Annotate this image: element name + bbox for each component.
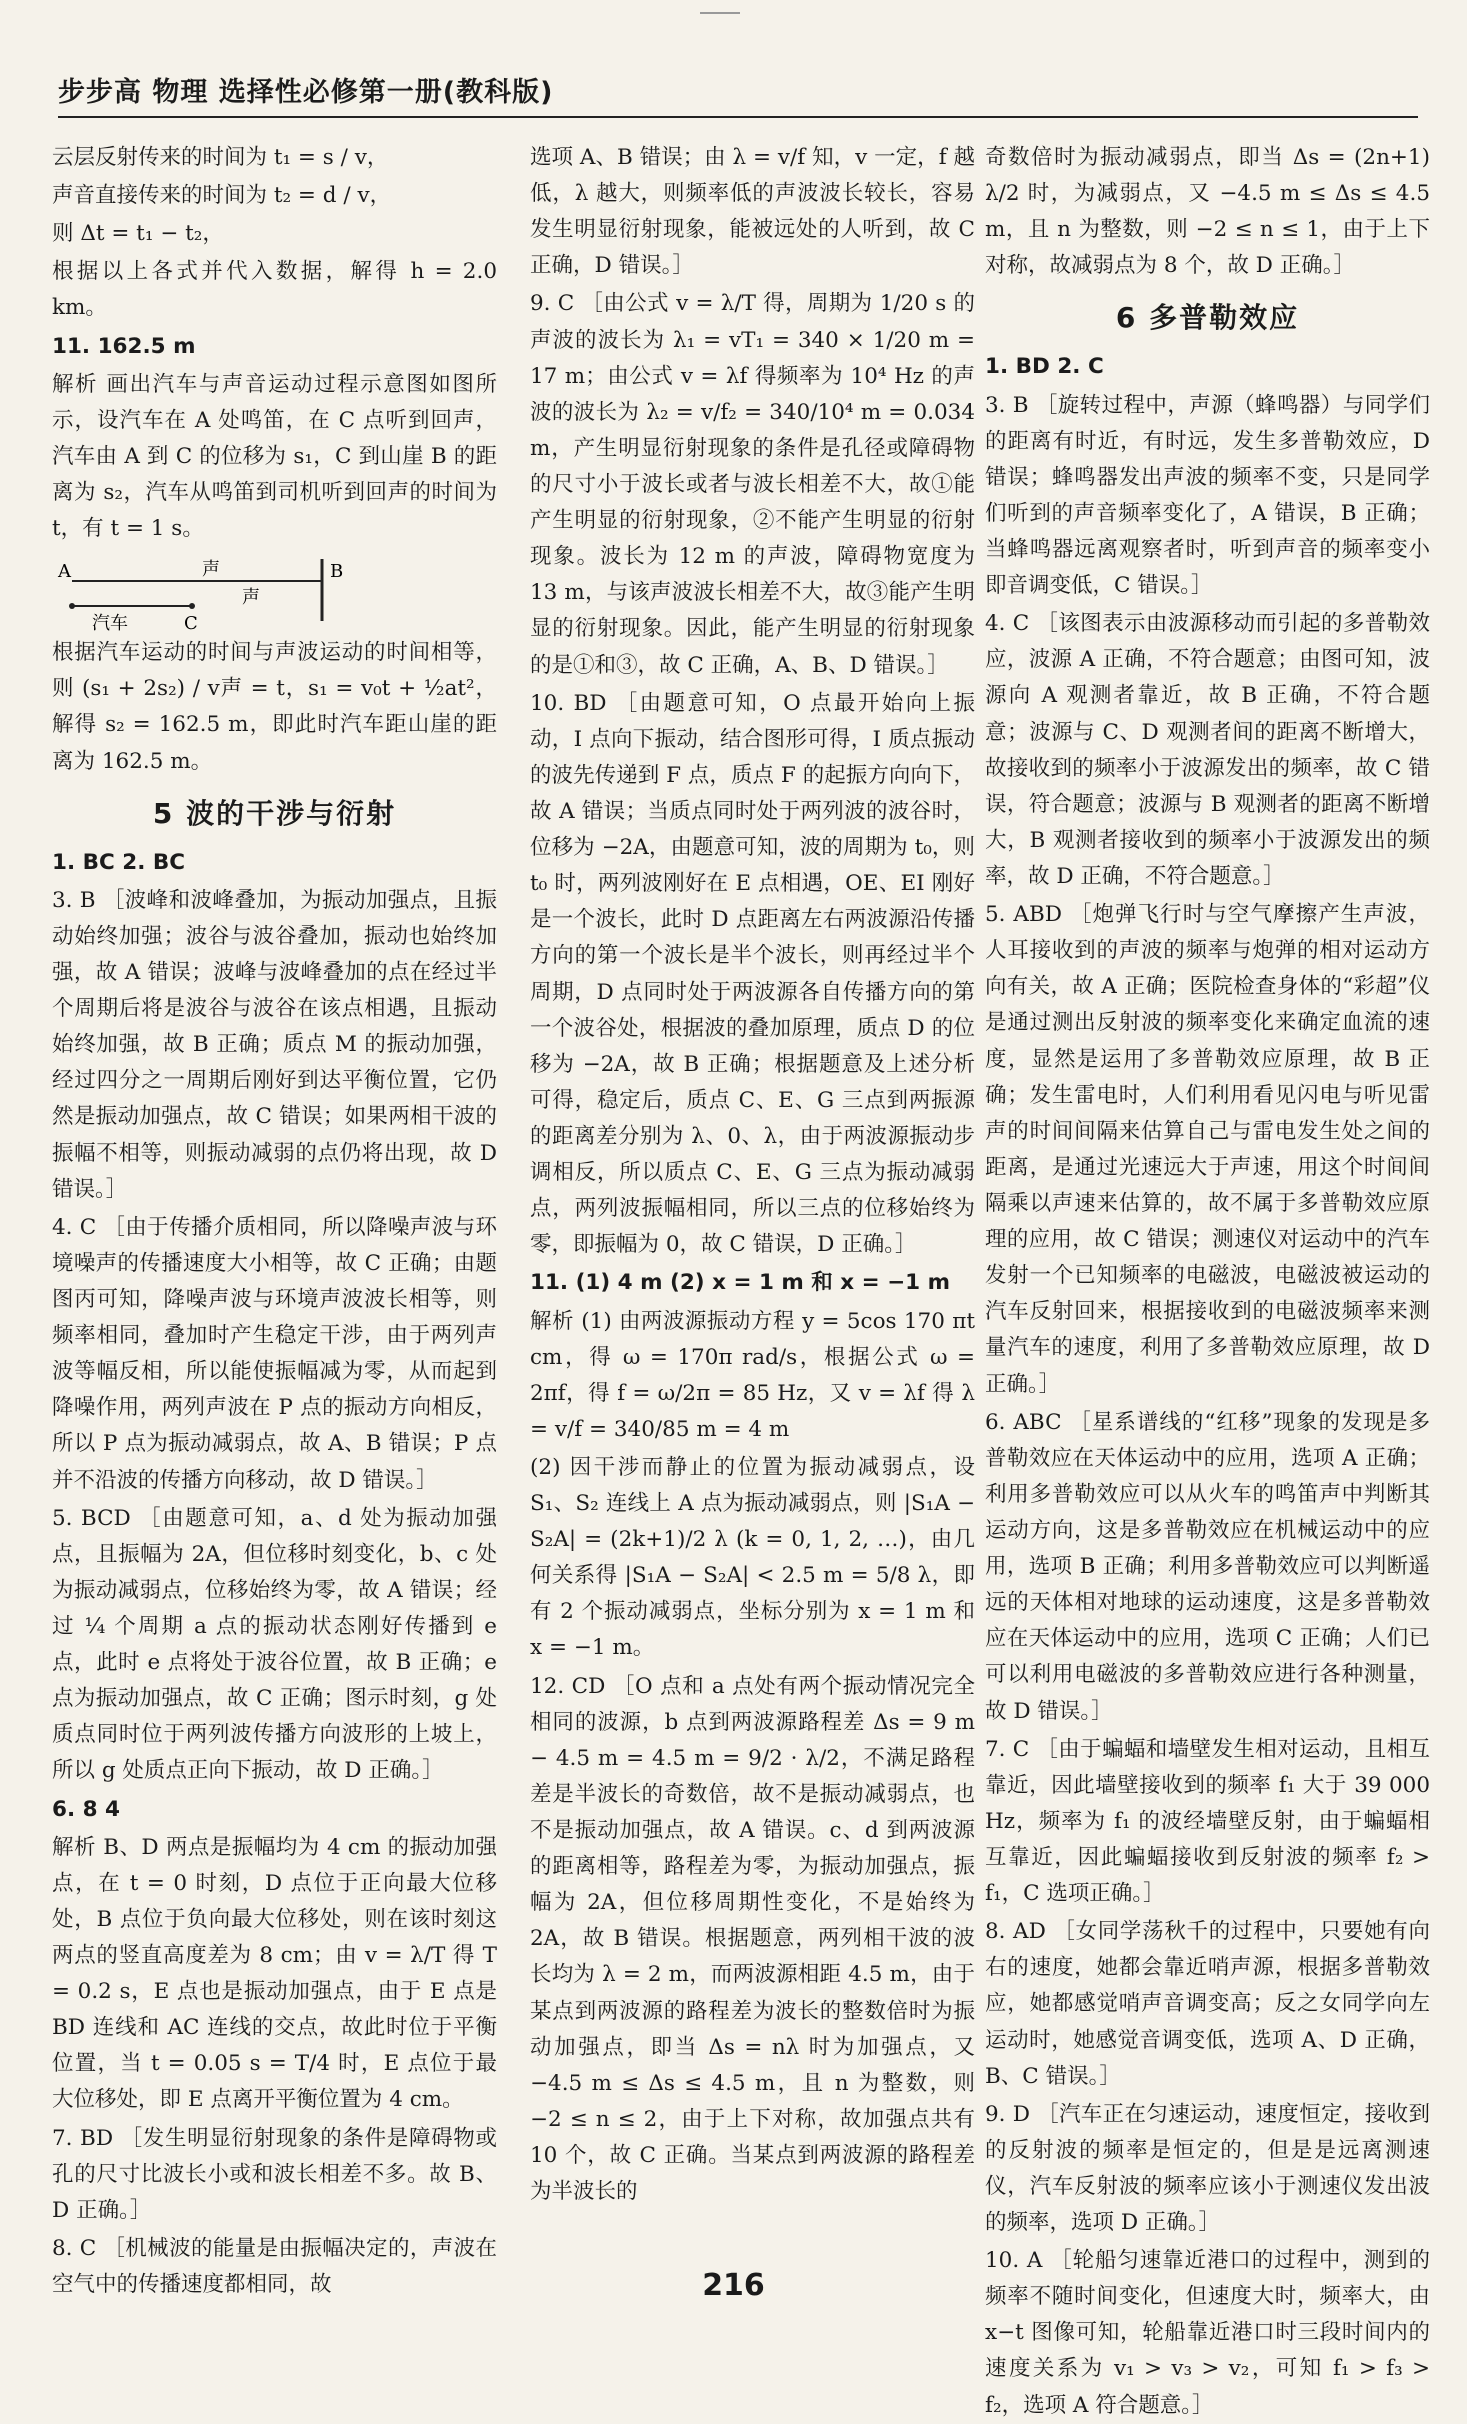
explanation-text: 8. C ［机械波的能量是由振幅决定的，声波在空气中的传播速度都相同，故 <box>52 2235 497 2297</box>
explanation-text: 5. BCD ［由题意可知，a、d 处为振动加强点，且振幅为 2A，但位移时刻变化，b、c 处为振动减弱点，位移始终为零，故 A 错误；经过 ¼ 个周期 a 点的振动状态刚好传播到 e 点，此时 e 点将处于波谷位置，故 B 正确；e 点为振动加强点，故 C 正确；图示时刻，g 处质点同时位于两列波传播方向波形的上坡上，所以 g 处质点正向下振动，故 D 正确。］ <box>52 1505 497 1784</box>
section-heading: 6 多普勒效应 <box>1115 301 1300 335</box>
explanation-text: 解析 B、D 两点是振幅均为 4 cm 的振动加强点，在 t = 0 时刻，D 点位于正向最大位移处，B 点位于负向最大位移处，则在该时刻这两点的竖直高度差为 8 cm；由 v = λ/T 得 T = 0.2 s，E 点也是振动加强点，由于 E 点是 BD 连线和 AC 连线的交点，故此时位于平衡位置，当 t = 0.05 s = T/4 时，E 点位于最大位移处，即 E 点离开平衡位置为 4 cm。 <box>52 1834 497 2113</box>
explanation-text: (2) 因干涉而静止的位置为振动减弱点，设 S₁、S₂ 连线上 A 点为振动减弱点，则 |S₁A − S₂A| = (2k+1)/2 λ (k = 0, 1, 2, …)，由几何关系得 |S₁A − S₂A| < 2.5 m = 5/8 λ，即有 2 个振动减弱点，坐标分别为 x = 1 m 和 x = −1 m。 <box>530 1454 975 1661</box>
answer-line: 11. 162.5 m <box>52 333 196 359</box>
explanation-text: 12. CD ［O 点和 a 点处有两个振动情况完全相同的波源，b 点到两波源路程差 Δs = 9 m − 4.5 m = 4.5 m = 9/2 · λ/2，不满足路程差是半波长的奇数倍，故不是振动减弱点，也不是振动加强点，故 A 错误。c、d 到两波源的距离相等，路程差为零，为振动加强点，振幅为 2A，但位移周期性变化，不是始终为 2A，故 B 错误。根据题意，两列相干波的波长均为 λ = 2 m，而两波源相距 4.5 m，由于某点到两波源的路程差为波长的整数倍时为振动加强点，即当 Δs = nλ 时为加强点，又 −4.5 m ≤ Δs ≤ 4.5 m，且 n 为整数，则 −2 ≤ n ≤ 2，由于上下对称，故加强点共有 10 个，故 C 正确。当某点到两波源的路程差为半波长的 <box>530 1673 975 2205</box>
explanation-text: 云层反射传来的时间为 t₁ = s / v， <box>52 145 389 170</box>
column-1 <box>52 140 497 2297</box>
explanation-text: 3. B ［旋转过程中，声源（蜂鸣器）与同学们的距离有时近，有时远，发生多普勒效应，D 错误；蜂鸣器发出声波的频率不变，只是同学们听到的声音频率变化了，A 错误，B 正确；当蜂鸣器远离观察者时，听到声音的频率变小即音调变低，C 错误。］ <box>985 392 1430 599</box>
explanation-text: 10. BD ［由题意可知，O 点最开始向上振动，I 点向下振动，结合图形可得，I 质点振动的波先传递到 F 点，质点 F 的起振方向向下，故 A 错误；当质点同时处于两列波的波谷时，位移为 −2A，由题意可知，波的周期为 t₀，则 t₀ 时，两列波刚好在 E 点相遇，OE、EI 刚好是一个波长，此时 D 点距离左右两波源沿传播方向的第一个波长是半个波长，则再经过半个周期，D 点同时处于两波源各自传播方向的第一个波谷处，根据波的叠加原理，质点 D 的位移为 −2A，故 B 正确；根据题意及上述分析可得，稳定后，质点 C、E、G 三点到两振源的距离差分别为 λ、0、λ，由于两波源振动步调相反，所以质点 C、E、G 三点为振动减弱点，两列波振幅相同，所以三点的位移始终为零，即振幅为 0，故 C 错误，D 正确。］ <box>530 690 975 1258</box>
top-mark <box>700 12 740 14</box>
page-header: 步步高 物理 选择性必修第一册(教科版) <box>58 77 554 108</box>
explanation-text: 7. C ［由于蝙蝠和墙壁发生相对运动，且相互靠近，因此墙壁接收到的频率 f₁ 大于 39 000 Hz，频率为 f₁ 的波经墙壁反射，由于蝙蝠相互靠近，因此蝙蝠接收到反射波的频率 f₂ > f₁，C 选项正确。］ <box>985 1736 1430 1907</box>
point-c-dot <box>189 603 195 609</box>
explanation-text: 4. C ［该图表示由波源移动而引起的多普勒效应，波源 A 正确，不符合题意；由图可知，波源向 A 观测者靠近，故 B 正确，不符合题意；波源与 C、D 观测者间的距离不断增大，故接收到的频率小于波源发出的频率，故 C 错误，符合题意；波源与 B 观测者的距离不断增大，B 观测者接收到的频率小于波源发出的频率，故 D 正确，不符合题意。］ <box>985 611 1430 889</box>
label-a: A <box>58 561 71 583</box>
explanation-text: 4. C ［由于传播介质相同，所以降噪声波与环境噪声的传播速度大小相等，故 C 正确；由题图丙可知，降噪声波与环境声波波长相等，则频率相同，叠加时产生稳定干涉，由于两列声波等幅反相，所以能使振幅减为零，从而起到降噪作用，两列声波在 P 点的振动方向相反，所以 P 点为振动减弱点，故 A、B 错误；P 点并不沿波的传播方向移动，故 D 错误。］ <box>52 1214 497 1493</box>
page-number: 216 <box>702 2268 765 2303</box>
section-heading: 5 波的干涉与衍射 <box>152 796 397 830</box>
explanation-text: 奇数倍时为振动减弱点，即当 Δs = (2n+1) λ/2 时，为减弱点，又 −4.5 m ≤ Δs ≤ 4.5 m，且 n 为整数，则 −2 ≤ n ≤ 1，由于上下对称，故减弱点为 8 个，故 D 正确。］ <box>985 145 1430 279</box>
label-car: 汽车 <box>92 613 128 635</box>
explanation-text: 9. C ［由公式 v = λ/T 得，周期为 1/20 s 的声波的波长为 λ₁ = vT₁ = 340 × 1/20 m = 17 m；由公式 v = λf 得频率为 10⁴ Hz 的声波的波长为 λ₂ = v/f₂ = 340/10⁴ m = 0.034 m，产生明显衍射现象的条件是孔径或障碍物的尺寸小于波长或者与波长相差不大，故①能产生明显的衍射现象，②不能产生明显的衍射现象。波长为 12 m 的声波，障碍物宽度为 13 m，与该声波波长相差不大，故③能产生明显的衍射现象。因此，能产生明显的衍射现象的是①和③，故 C 正确，A、B、D 错误。］ <box>530 291 975 678</box>
answer-line: 1. BD 2. C <box>985 354 1104 380</box>
explanation-text: 根据以上各式并代入数据，解得 h = 2.0 km。 <box>52 259 497 321</box>
label-sound-2: 声 <box>242 587 260 609</box>
explanation-text: 解析 (1) 由两波源振动方程 y = 5cos 170 πt cm，得 ω = 170π rad/s，根据公式 ω = 2πf，得 f = ω/2π = 85 Hz，又 v = λf 得 λ = v/f = 340/85 m = 4 m <box>530 1308 975 1442</box>
explanation-text: 10. A ［轮船匀速靠近港口的过程中，测到的频率不随时间变化，但速度大时，频率大，由 x−t 图像可知，轮船靠近港口时三段时间内的速度关系为 v₁ > v₃ > v₂，可知 f₁ > f₃ > f₂，选项 A 符合题意。］ <box>985 2248 1430 2418</box>
explanation-text: 7. BD ［发生明显衍射现象的条件是障碍物或孔的尺寸比波长小或和波长相差不多。故 B、D 正确。］ <box>52 2125 497 2223</box>
explanation-text: 声音直接传来的时间为 t₂ = d / v， <box>52 183 392 209</box>
label-c: C <box>184 613 198 635</box>
explanation-text: 根据汽车运动的时间与声波运动的时间相等，则 (s₁ + 2s₂) / v声 = t，s₁ = v₀t + ½at²，解得 s₂ = 162.5 m，即此时汽车距山崖的距离为 162.5 m。 <box>52 640 497 774</box>
column-3 <box>985 140 1430 2418</box>
explanation-text: 5. ABD ［炮弹飞行时与空气摩擦产生声波，人耳接收到的声波的频率与炮弹的相对运动方向有关，故 A 正确；医院检查身体的“彩超”仪是通过测出反射波的频率变化来确定血流的速度，显然是运用了多普勒效应原理，故 B 正确；发生雷电时，人们利用看见闪电与听见雷声的时间间隔来估算自己与雷电发生处之间的距离，是通过光速远大于声速，用这个时间间隔乘以声速来估算的，故不属于多普勒效应原理的应用，故 C 错误；测速仪对运动中的汽车发射一个已知频率的电磁波，电磁波被运动的汽车反射回来，根据接收到的电磁波频率来测量汽车的速度，利用了多普勒效应原理，故 D 正确。］ <box>985 902 1430 1397</box>
header-rule <box>58 116 1418 118</box>
explanation-text: 6. ABC ［星系谱线的“红移”现象的发现是多普勒效应在天体运动中的应用，选项 A 正确；利用多普勒效应可以从火车的鸣笛声中判断其运动方向，这是多普勒效应在机械运动中的应用，选项 B 正确；利用多普勒效应可以判断遥远的天体相对地球的运动速度，这是多普勒效应在天体运动中的应用，选项 C 正确；人们已可以利用电磁波的多普勒效应进行各种测量，故 D 错误。］ <box>985 1409 1430 1724</box>
explanation-text: 8. AD ［女同学荡秋千的过程中，只要她有向右的速度，她都会靠近哨声源，根据多普勒效应，她都感觉哨声音调变高；反之女同学向左运动时，她感觉音调变低，选项 A、D 正确，B、C 错误。］ <box>985 1919 1430 2089</box>
explanation-text: 解析 画出汽车与声音运动过程示意图如图所示，设汽车在 A 处鸣笛，在 C 点听到回声，汽车由 A 到 C 的位移为 s₁，C 到山崖 B 的距离为 s₂，汽车从鸣笛到司机听到回声的时间为 t，有 t = 1 s。 <box>52 371 497 542</box>
answer-line: 11. (1) 4 m (2) x = 1 m 和 x = −1 m <box>530 1270 950 1296</box>
car-echo-diagram <box>52 551 497 635</box>
answer-line: 6. 8 4 <box>52 1796 121 1822</box>
diagram-svg <box>52 551 352 635</box>
column-2 <box>530 140 975 2270</box>
explanation-text: 3. B ［波峰和波峰叠加，为振动加强点，且振动始终加强；波谷与波谷叠加，振动也始终加强，故 A 错误；波峰与波峰叠加的点在经过半个周期后将是波谷与波谷在该点相遇，且振动始终加强，故 B 正确；质点 M 的振动加强，经过四分之一周期后刚好到达平衡位置，它仍然是振动加强点，故 C 错误；如果两相干波的振幅不相等，则振动减弱的点仍将出现，故 D 错误。］ <box>52 887 497 1202</box>
explanation-text: 9. D ［汽车正在匀速运动，速度恒定，接收到的反射波的频率是恒定的，但是是远离测速仪，汽车反射波的频率应该小于测速仪发出波的频率，选项 D 正确。］ <box>985 2101 1430 2236</box>
explanation-text: 选项 A、B 错误；由 λ = v/f 知，v 一定，f 越低，λ 越大，则频率低的声波波长较长，容易发生明显衍射现象，能被远处的人听到，故 C 正确，D 错误。］ <box>530 145 975 279</box>
label-sound-1: 声 <box>202 559 220 581</box>
label-b: B <box>330 561 344 583</box>
answer-line: 1. BC 2. BC <box>52 849 186 875</box>
point-a-dot <box>69 603 75 609</box>
explanation-text: 则 Δt = t₁ − t₂， <box>52 221 224 247</box>
